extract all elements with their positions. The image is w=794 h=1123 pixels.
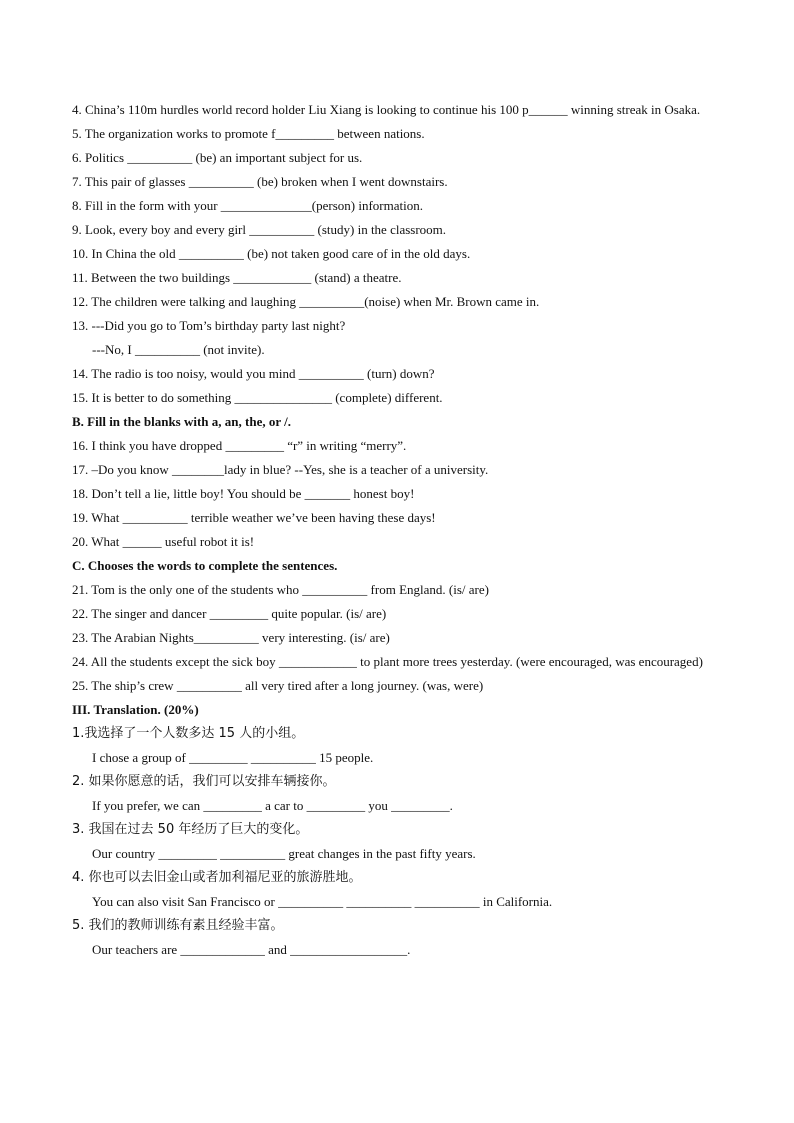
exercise-line: 14. The radio is too noisy, would you mind __________ (turn) down? [72, 366, 435, 381]
exercise-line: 22. The singer and dancer _________ quite popular. (is/ are) [72, 606, 387, 621]
exercise-line: 15. It is better to do something _______________ (complete) different. [72, 390, 443, 405]
exercise-line: Our teachers are _____________ and __________________. [92, 942, 411, 957]
exercise-line: 12. The children were talking and laughing __________(noise) when Mr. Brown came in. [72, 294, 540, 309]
translation-prompt: 5. 我们的教师训练有素且经验丰富。 [72, 918, 284, 933]
exercise-line: 8. Fill in the form with your ______________(person) information. [72, 198, 423, 213]
exercise-line: 25. The ship’s crew __________ all very tired after a long journey. (was, were) [72, 678, 484, 693]
exercise-line: ---No, I __________ (not invite). [92, 342, 265, 357]
exercise-line: 7. This pair of glasses __________ (be) broken when I went downstairs. [72, 174, 448, 189]
translation-prompt: 3. 我国在过去 50 年经历了巨大的变化。 [72, 822, 309, 837]
exercise-line: 4. China’s 110m hurdles world record holder Liu Xiang is looking to continue his 100 p______ winning streak in Osaka. [72, 102, 701, 117]
exercise-line: 20. What ______ useful robot it is! [72, 534, 255, 549]
exercise-line: I chose a group of _________ __________ 15 people. [92, 750, 374, 765]
exercise-line: You can also visit San Francisco or __________ __________ __________ in California. [92, 894, 553, 909]
exercise-line: 5. The organization works to promote f_________ between nations. [72, 126, 425, 141]
translation-prompt: 1.我选择了一个人数多达 15 人的小组。 [72, 726, 305, 741]
section-heading: B. Fill in the blanks with a, an, the, or /. [72, 414, 291, 429]
exercise-line: 6. Politics __________ (be) an important subject for us. [72, 150, 363, 165]
section-heading: C. Chooses the words to complete the sentences. [72, 558, 338, 573]
exercise-line: Our country _________ __________ great changes in the past fifty years. [92, 846, 476, 861]
exercise-line: 17. –Do you know ________lady in blue? --Yes, she is a teacher of a university. [72, 462, 489, 477]
exercise-line: 9. Look, every boy and every girl __________ (study) in the classroom. [72, 222, 447, 237]
translation-prompt: 2. 如果你愿意的话，我们可以安排车辆接你。 [72, 774, 336, 789]
section-heading: III. Translation. (20%) [72, 702, 199, 717]
exercise-line: 10. In China the old __________ (be) not taken good care of in the old days. [72, 246, 471, 261]
translation-prompt: 4. 你也可以去旧金山或者加利福尼亚的旅游胜地。 [72, 870, 362, 885]
exercise-line: 16. I think you have dropped _________ “r” in writing “merry”. [72, 438, 407, 453]
exercise-line: If you prefer, we can _________ a car to _________ you _________. [92, 798, 453, 813]
exercise-line: 18. Don’t tell a lie, little boy! You should be _______ honest boy! [72, 486, 415, 501]
exercise-line: 11. Between the two buildings ____________ (stand) a theatre. [72, 270, 402, 285]
exercise-line: 23. The Arabian Nights__________ very interesting. (is/ are) [72, 630, 390, 645]
exercise-line: 21. Tom is the only one of the students who __________ from England. (is/ are) [72, 582, 489, 597]
exercise-line: 24. All the students except the sick boy ____________ to plant more trees yesterday. (were encouraged, was encouraged) [72, 654, 703, 669]
exercise-line: 13. ---Did you go to Tom’s birthday party last night? [72, 318, 346, 333]
exercise-line: 19. What __________ terrible weather we’ve been having these days! [72, 510, 436, 525]
exercise-content [72, 98, 722, 962]
